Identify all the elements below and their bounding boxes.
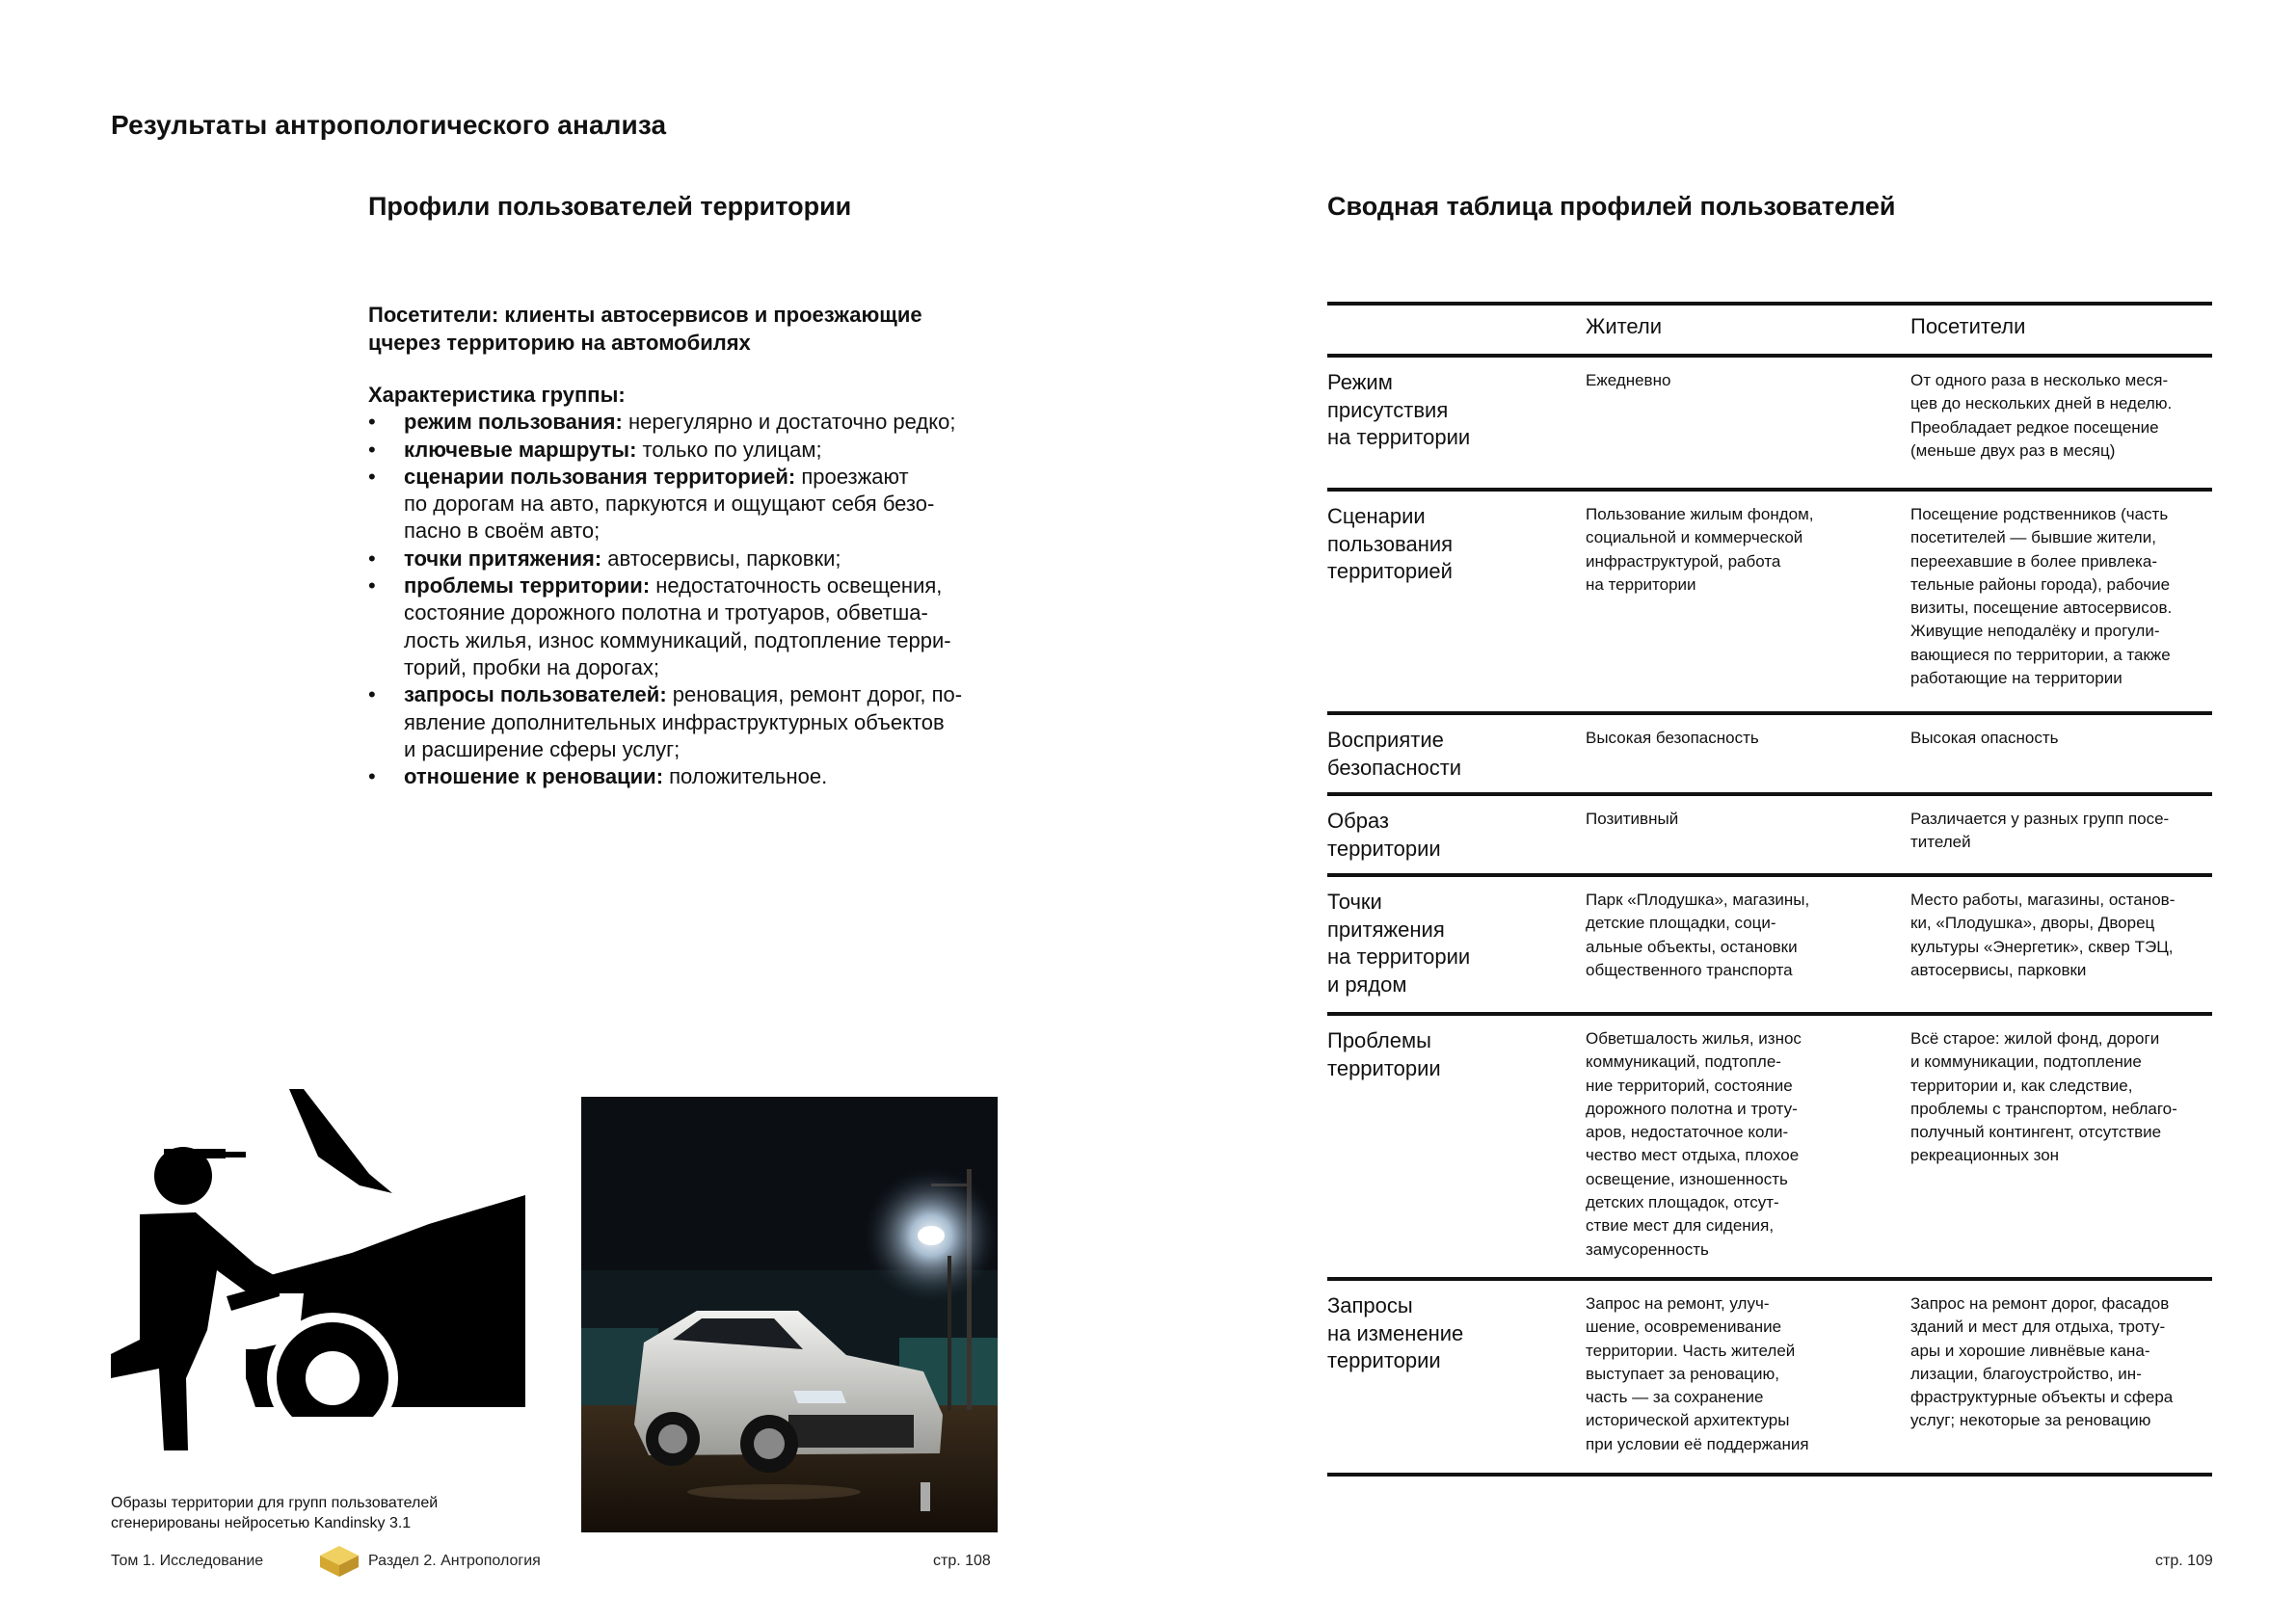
table-row (1327, 492, 2212, 715)
profiles-table (1327, 302, 2212, 1477)
list-item (368, 763, 1004, 790)
characteristics-block (368, 382, 1004, 790)
header-cell-residents: Жители (1586, 314, 1663, 338)
item-label: запросы пользователей: (404, 682, 667, 707)
visitors-cell: Место работы, магазины, останов- ки, «Плодушка», дворы, Дворец культуры «Энергетик», сквер ТЭЦ, автосервисы, парковки (1910, 891, 2176, 979)
visitors-cell: Высокая опасность (1910, 729, 2059, 747)
footer-section: Раздел 2. Антропология (368, 1553, 541, 1569)
header-cell-empty (1327, 306, 1586, 354)
table-row (1327, 796, 2212, 877)
item-text: проезжают по дорогам на авто, паркуются и ощущают себя безо- пасно в своём авто; (404, 464, 935, 544)
item-label: сценарии пользования территорией: (404, 464, 796, 489)
visitors-cell: Запрос на ремонт дорог, фасадов зданий и мест для отдыха, троту- ары и хорошие ливнёвые кана- лизации, благоустройство, ин- фраструктурные объекты и сфера услуг; некоторые за реновацию (1910, 1294, 2174, 1430)
residents-cell: Ежедневно (1586, 371, 1671, 389)
residents-cell: Высокая безопасность (1586, 729, 1759, 747)
list-item (368, 681, 1004, 763)
table-row (1327, 715, 2212, 796)
item-text: только по улицам; (636, 437, 822, 462)
residents-cell: Пользование жилым фондом, социальной и коммерческой инфраструктурой, работа на территории (1586, 505, 1814, 594)
item-text: положительное. (663, 764, 828, 789)
section-logo-icon (318, 1544, 360, 1579)
visitors-cell: Различается у разных групп посе- тителей (1910, 810, 2170, 852)
residents-cell: Обветшалость жилья, износ коммуникаций, подтопле- ние территорий, состояние дорожного полотна и троту- аров, недостаточное коли- чество мест отдыха, плохое освещение, изношенность детских площадок, отсут- ствие мест для сидения, замусоренность (1586, 1029, 1802, 1259)
characteristics-list (368, 409, 1004, 790)
visitors-cell: От одного раза в несколько меся- цев до нескольких дней в неделю. Преобладает редкое посещение (меньше двух раз в месяц) (1910, 371, 2173, 460)
group-title: Посетители: клиенты автосервисов и проезжающие цчерез территорию на автомобилях (368, 303, 922, 355)
night-car-photo (581, 1097, 998, 1532)
row-label: Режим присутствия на территории (1327, 370, 1471, 449)
list-item (368, 545, 1004, 572)
characteristics-title: Характеристика группы: (368, 383, 626, 407)
item-text: недостаточность освещения, состояние дорожного полотна и тротуаров, обветша- лость жилья, износ коммуникаций, подтопление терри- торий, пробки на дорогах; (404, 573, 951, 679)
table-row (1327, 1281, 2212, 1477)
table-row (1327, 358, 2212, 492)
visitors-cell: Посещение родственников (часть посетителей — бывшие жители, переехавшие в более привлека- тельные районы города), рабочие визиты, посещение автосервисов. Живущие неподалёку и прогули- вающиеся по территории, а также работающие на территории (1910, 505, 2173, 688)
residents-cell: Позитивный (1586, 810, 1679, 828)
row-label: Проблемы территории (1327, 1028, 1441, 1080)
page-number-right: стр. 109 (2155, 1553, 2213, 1569)
row-label: Точки притяжения на территории и рядом (1327, 890, 1471, 997)
residents-cell: Запрос на ремонт, улуч- шение, осовременивание территории. Часть жителей выступает за реновацию, часть — за сохранение исторической архитектуры при условии её поддержания (1586, 1294, 1809, 1453)
item-label: точки притяжения: (404, 545, 602, 571)
row-label: Восприятие безопасности (1327, 728, 1462, 780)
table-row (1327, 1016, 2212, 1281)
item-label: ключевые маршруты: (404, 437, 637, 462)
residents-cell: Парк «Плодушка», магазины, детские площадки, соци- альные объекты, остановки общественного транспорта (1586, 891, 1810, 979)
list-item (368, 572, 1004, 681)
item-label: отношение к реновации: (404, 764, 664, 789)
list-item (368, 409, 1004, 436)
header-cell-visitors: Посетители (1910, 314, 2026, 338)
left-heading: Профили пользователей территории (368, 192, 852, 221)
table-row (1327, 877, 2212, 1016)
item-text: реновация, ремонт дорог, по- явление дополнительных инфраструктурных объектов и расширение сферы услуг; (404, 682, 963, 761)
item-text: автосервисы, парковки; (601, 545, 841, 571)
page-number-left: стр. 108 (933, 1553, 991, 1569)
list-item (368, 437, 1004, 464)
item-text: нерегулярно и достаточно редко; (622, 410, 956, 435)
mechanic-car-pictogram (111, 1089, 525, 1450)
row-label: Запросы на изменение территории (1327, 1293, 1464, 1372)
item-label: проблемы территории: (404, 573, 651, 599)
list-item (368, 464, 1004, 545)
image-caption: Образы территории для групп пользователей сгенерированы нейросетью Kandinsky 3.1 (111, 1495, 439, 1531)
item-label: режим пользования: (404, 410, 623, 435)
table-header-row (1327, 302, 2212, 358)
visitors-cell: Всё старое: жилой фонд, дороги и коммуникации, подтопление территории и, как следствие, проблемы с транспортом, неблаго- получный контингент, отсутствие рекреационных зон (1910, 1029, 2177, 1165)
row-label: Образ территории (1327, 809, 1441, 861)
page-title: Результаты антропологического анализа (111, 110, 667, 140)
footer-volume: Том 1. Исследование (111, 1553, 264, 1569)
right-heading: Сводная таблица профилей пользователей (1327, 192, 1896, 221)
row-label: Сценарии пользования территорией (1327, 504, 1454, 583)
